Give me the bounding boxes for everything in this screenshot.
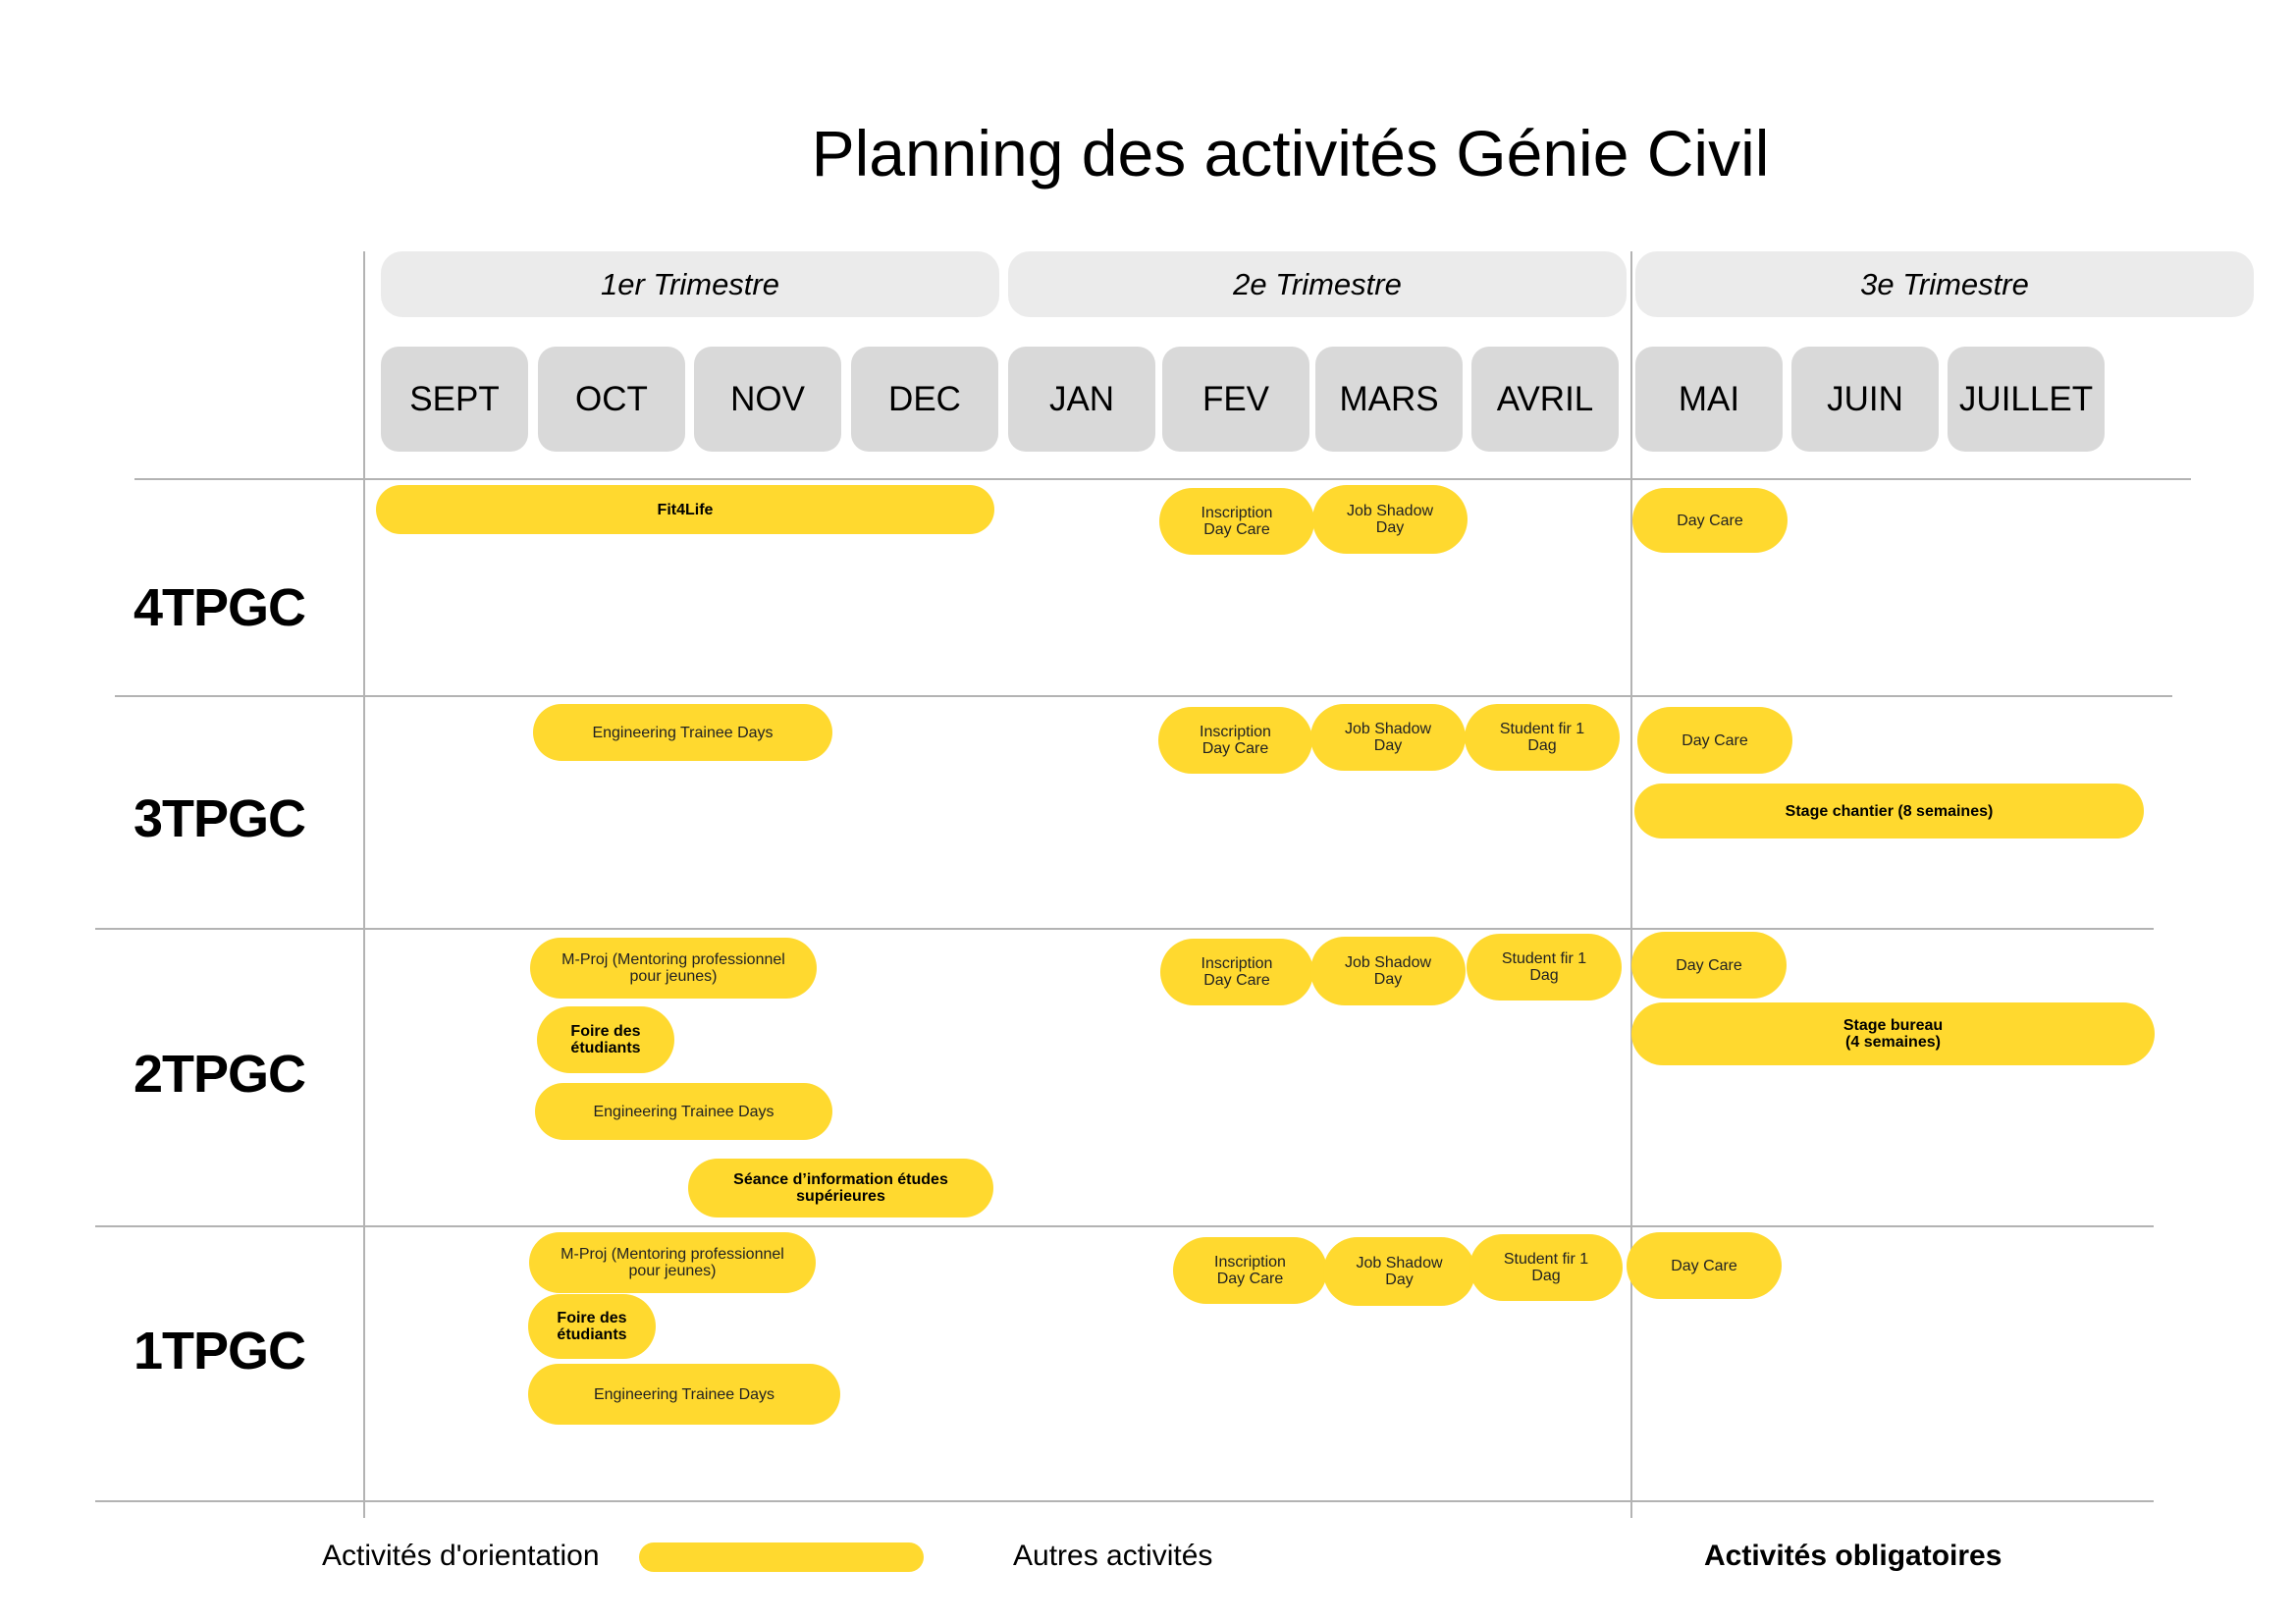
activity-fit4life: Fit4Life — [376, 485, 994, 534]
month-avril: AVRIL — [1471, 347, 1619, 452]
row-label-4tpgc: 4TPGC — [133, 578, 306, 637]
activity-job-shadow-day: Job Shadow Day — [1323, 1237, 1475, 1306]
activity-foire-des-etudiants: Foire des étudiants — [528, 1294, 656, 1359]
trimester-1-header: 1er Trimestre — [381, 251, 999, 317]
grid-vline-left — [363, 251, 365, 1518]
month-nov: NOV — [694, 347, 841, 452]
grid-vline-trimester3 — [1630, 251, 1632, 1518]
grid-hline-bottom — [95, 1500, 2154, 1502]
month-juillet: JUILLET — [1948, 347, 2105, 452]
activity-day-care: Day Care — [1637, 707, 1792, 774]
activity-student-fir-1-dag: Student fir 1 Dag — [1467, 934, 1622, 1001]
grid-hline-row4 — [134, 478, 2191, 480]
activity-job-shadow-day: Job Shadow Day — [1312, 485, 1468, 554]
month-mai: MAI — [1635, 347, 1783, 452]
activity-inscription-day-care: Inscription Day Care — [1160, 939, 1313, 1005]
month-sept: SEPT — [381, 347, 528, 452]
legend-obligatoires-label: Activités obligatoires — [1704, 1540, 2002, 1572]
month-oct: OCT — [538, 347, 685, 452]
activity-stage-bureau: Stage bureau (4 semaines) — [1631, 1002, 2155, 1065]
trimester-3-header: 3e Trimestre — [1635, 251, 2254, 317]
activity-engineering-trainee-days: Engineering Trainee Days — [533, 704, 832, 761]
grid-hline-row1 — [95, 1225, 2154, 1227]
activity-engineering-trainee-days: Engineering Trainee Days — [528, 1364, 840, 1425]
activity-student-fir-1-dag: Student fir 1 Dag — [1465, 704, 1620, 771]
grid-hline-row3 — [115, 695, 2172, 697]
activity-stage-chantier: Stage chantier (8 semaines) — [1634, 784, 2144, 839]
month-mars: MARS — [1315, 347, 1463, 452]
activity-job-shadow-day: Job Shadow Day — [1310, 937, 1466, 1005]
month-jan: JAN — [1008, 347, 1155, 452]
activity-student-fir-1-dag: Student fir 1 Dag — [1469, 1234, 1623, 1301]
activity-day-care: Day Care — [1627, 1232, 1782, 1299]
activity-inscription-day-care: Inscription Day Care — [1159, 488, 1314, 555]
activity-day-care: Day Care — [1631, 932, 1787, 999]
activity-engineering-trainee-days: Engineering Trainee Days — [535, 1083, 832, 1140]
row-label-2tpgc: 2TPGC — [133, 1045, 306, 1104]
activity-inscription-day-care: Inscription Day Care — [1158, 707, 1312, 774]
activity-inscription-day-care: Inscription Day Care — [1173, 1237, 1327, 1304]
month-fev: FEV — [1162, 347, 1309, 452]
activity-m-proj: M-Proj (Mentoring professionnel pour jeunes) — [529, 1232, 816, 1293]
legend-autres-label: Autres activités — [1013, 1540, 1213, 1572]
month-juin: JUIN — [1791, 347, 1939, 452]
trimester-2-header: 2e Trimestre — [1008, 251, 1627, 317]
legend-swatch — [639, 1542, 924, 1572]
page-title: Planning des activités Génie Civil — [811, 117, 1770, 189]
activity-seance-information: Séance d’information études supérieures — [688, 1159, 993, 1217]
legend-orientation-label: Activités d'orientation — [322, 1540, 600, 1572]
row-label-3tpgc: 3TPGC — [133, 789, 306, 848]
activity-m-proj: M-Proj (Mentoring professionnel pour jeunes) — [530, 938, 817, 999]
row-label-1tpgc: 1TPGC — [133, 1322, 306, 1380]
activity-foire-des-etudiants: Foire des étudiants — [537, 1006, 674, 1073]
activity-job-shadow-day: Job Shadow Day — [1310, 704, 1466, 771]
activity-day-care: Day Care — [1632, 488, 1788, 553]
grid-hline-row2 — [95, 928, 2154, 930]
month-dec: DEC — [851, 347, 998, 452]
